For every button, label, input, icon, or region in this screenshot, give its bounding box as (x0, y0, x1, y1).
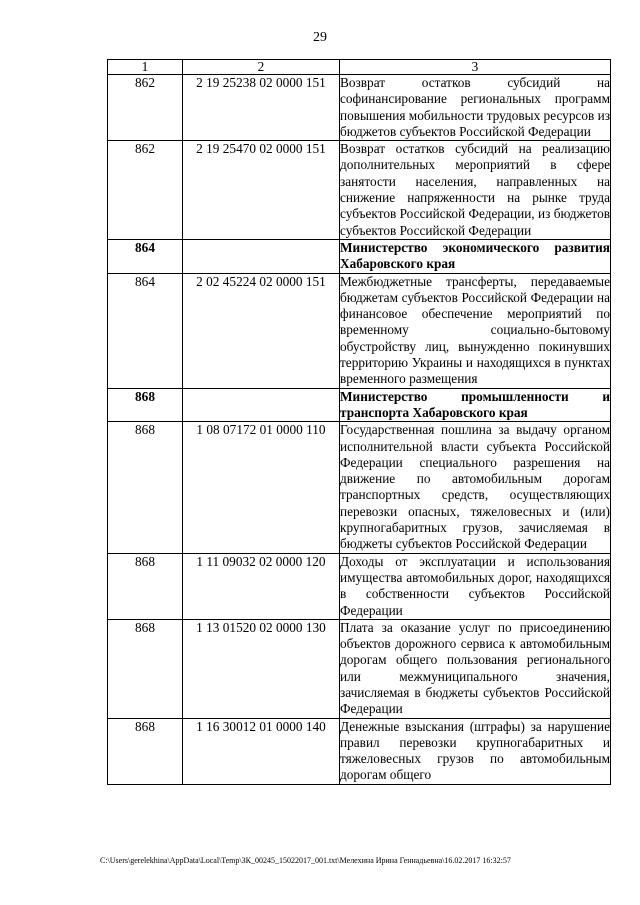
admin-code-cell: 868 (108, 422, 183, 553)
page-number: 29 (313, 30, 327, 45)
budget-code-cell: 2 19 25238 02 0000 151 (183, 75, 340, 141)
table-row (108, 553, 611, 619)
admin-code-cell: 868 (108, 718, 183, 784)
column-header-3: 3 (340, 60, 611, 75)
table-row (108, 619, 611, 718)
description-cell: Денежные взыскания (штрафы) за нарушение правил перевозки крупногабаритных и тяжеловесных грузов по автомобильным дорогам общего (340, 718, 610, 783)
admin-code-cell: 868 (108, 619, 183, 718)
budget-code-cell: 1 08 07172 01 0000 110 (183, 422, 340, 553)
budget-code-cell: 2 19 25470 02 0000 151 (183, 141, 340, 240)
description-cell: Возврат остатков субсидий на реализацию дополнительных мероприятий в сфере занятости населения, направленных на снижение напряженности на рынке труда субъектов Российской Федерации, из бюджетов субъектов Российской Федерации (340, 141, 610, 238)
description-cell: Возврат остатков субсидий на софинансирование региональных программ повышения мобильности трудовых ресурсов из бюджетов субъектов Российской Федерации (340, 75, 610, 139)
table-row (108, 718, 611, 784)
table-row (108, 388, 611, 422)
description-cell: Доходы от эксплуатации и использования имущества автомобильных дорог, находящихся в собственности субъектов Российской Федерации (340, 553, 610, 618)
table-row (108, 273, 611, 388)
admin-code-cell: 868 (108, 388, 183, 422)
revenue-codes-table (107, 59, 611, 785)
column-header-2: 2 (183, 60, 340, 75)
description-cell: Министерство экономического развития Хабаровского края (340, 239, 610, 272)
admin-code-cell: 864 (108, 239, 183, 273)
description-cell: Государственная пошлина за выдачу органом исполнительной власти субъекта Российской Федерации специального разрешения на движение по автомобильным дорогам транспортных средств, осуществляющих перевозки опасных, тяжеловесных и (или) крупногабаритных грузов, зачисляемая в бюджеты субъектов Российской Федерации (340, 422, 610, 552)
admin-code-cell: 868 (108, 553, 183, 619)
table-row (108, 75, 611, 141)
budget-code-cell: 1 11 09032 02 0000 120 (183, 553, 340, 619)
description-cell: Министерство промышленности и транспорта Хабаровского края (340, 388, 610, 420)
budget-code-cell (183, 239, 340, 273)
file-path-footer: C:\Users\gerelekhina\AppData\Local\Temp\ЗК_00245_15022017_001.txt\Мелехина Ирина Геннадьевна\16.02.2017 16:32:57 (100, 856, 511, 865)
description-cell: Плата за оказание услуг по присоединению объектов дорожного сервиса к автомобильным дорогам общего пользования регионального или межмуниципального значения, зачисляемая в бюджеты субъектов Российской Федерации (340, 619, 610, 717)
table-row (108, 141, 611, 240)
description-cell: Межбюджетные трансферты, передаваемые бюджетам субъектов Российской Федерации на финансовое обеспечение мероприятий по временному социально-бытовому обустройству лиц, вынужденно покинувших территорию Украины и находящихся в пунктах временного размещения (340, 273, 610, 387)
budget-code-cell: 2 02 45224 02 0000 151 (183, 273, 340, 388)
budget-code-cell: 1 13 01520 02 0000 130 (183, 619, 340, 718)
admin-code-cell: 864 (108, 273, 183, 388)
budget-code-cell (183, 388, 340, 422)
admin-code-cell: 862 (108, 141, 183, 240)
admin-code-cell: 862 (108, 75, 183, 141)
table-row (108, 422, 611, 553)
table-header-row (108, 60, 611, 75)
table-row (108, 239, 611, 273)
budget-code-cell: 1 16 30012 01 0000 140 (183, 718, 340, 784)
column-header-1: 1 (108, 60, 183, 75)
